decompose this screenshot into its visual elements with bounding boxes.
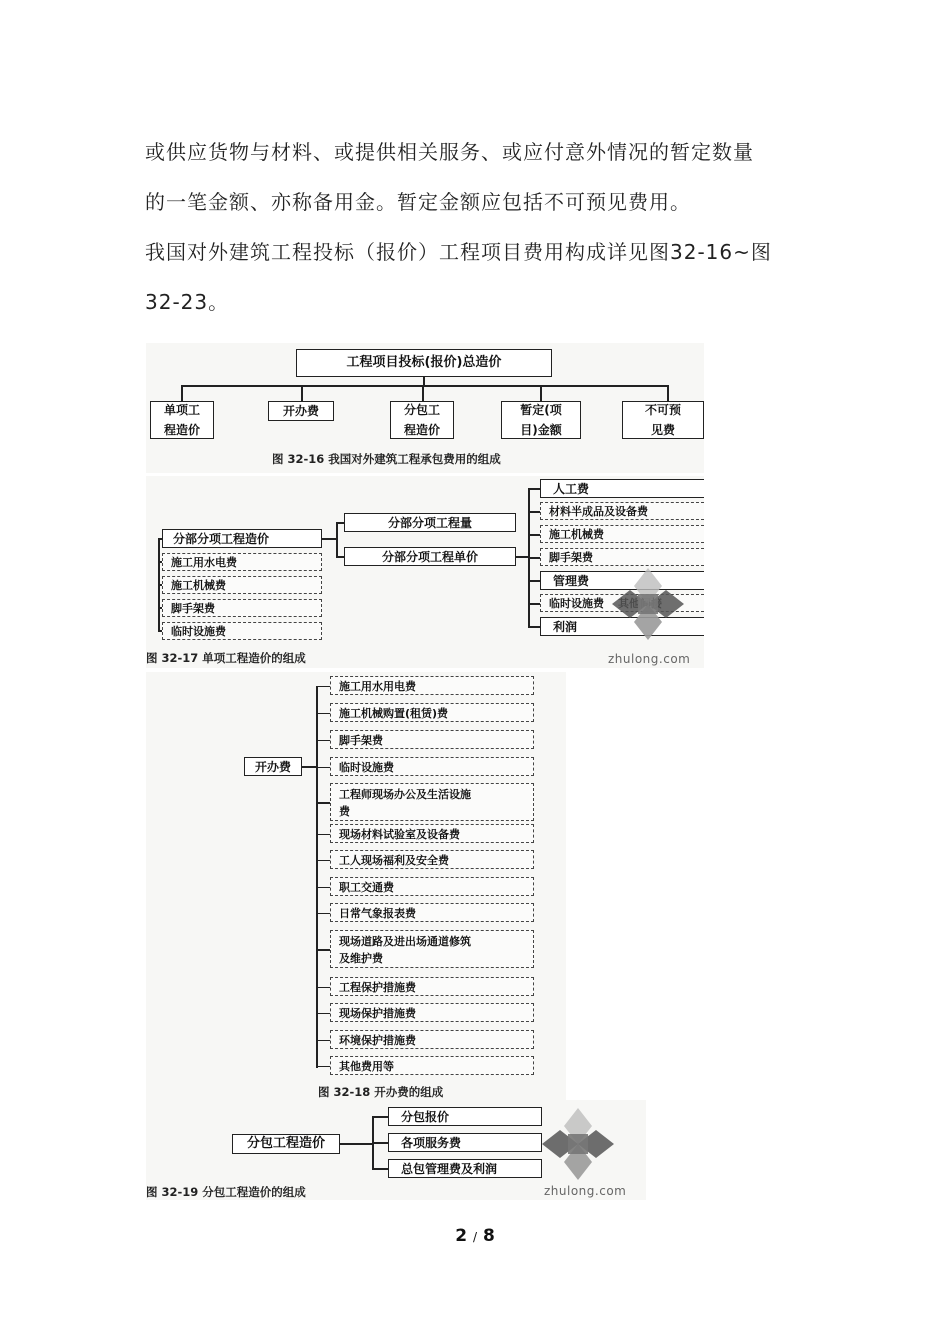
fig17-left-1-label: 施工用水电费: [171, 555, 237, 569]
fig18-item-5: [330, 824, 534, 843]
body-paragraph-line-2: 的一笔金额、亦称备用金。暂定金额应包括不可预见费用。: [145, 190, 691, 214]
fig18-item-13: [330, 1056, 534, 1075]
fig18-item-12-line-0: 环境保护措施费: [339, 1034, 416, 1047]
fig18-item-9-line-0: 现场道路及进出场通道修筑: [339, 935, 471, 948]
fig19-item-1: [388, 1133, 542, 1152]
figure-32-17: [146, 476, 704, 668]
page-number: [0, 1226, 950, 1246]
fig19-item-2-label: 总包管理费及利润: [401, 1161, 498, 1176]
fig17-left-1: [162, 553, 322, 571]
zhulong-watermark-logo-icon: [598, 564, 698, 644]
figure-32-16: [146, 343, 704, 473]
fig17-right-3-label: 脚手架费: [549, 550, 593, 564]
fig17-watermark-text: zhulong.com: [608, 652, 691, 666]
fig18-item-0: [330, 676, 534, 695]
fig17-left-4: [162, 622, 322, 640]
fig18-item-2-line-0: 脚手架费: [339, 734, 383, 747]
fig16-child-4-l2: 见费: [650, 423, 675, 437]
fig19-item-0-label: 分包报价: [401, 1109, 450, 1124]
fig16-child-2-l1: 分包工: [403, 403, 440, 417]
fig18-item-4: [330, 783, 534, 821]
fig19-item-1-label: 各项服务费: [401, 1135, 462, 1150]
fig16-child-3-l1: 暂定(项: [520, 403, 562, 417]
fig18-item-11-line-0: 现场保护措施费: [339, 1007, 416, 1020]
page-current: 2: [455, 1226, 468, 1246]
fig17-right-6-label: 利润: [553, 619, 578, 634]
body-paragraph-line-3: 我国对外建筑工程投标（报价）工程项目费用构成详见图32-16~图: [145, 240, 772, 264]
fig19-root-box: [232, 1134, 340, 1154]
fig18-item-6: [330, 850, 534, 869]
fig16-child-2-l2: 程造价: [403, 423, 440, 437]
figure-32-19: [146, 1100, 646, 1200]
fig18-item-1: [330, 703, 534, 722]
fig18-item-7: [330, 877, 534, 896]
fig19-item-2: [388, 1159, 542, 1178]
fig16-root-box: [296, 349, 552, 377]
fig17-right-2: [540, 525, 704, 543]
fig18-item-3: [330, 757, 534, 776]
figure-32-18: [146, 672, 566, 1102]
fig16-caption: 图 32-16 我国对外建筑工程承包费用的组成: [272, 452, 501, 466]
fig18-item-1-line-0: 施工机械购置(租赁)费: [339, 707, 449, 720]
fig16-root-label: 工程项目投标(报价)总造价: [346, 355, 502, 370]
fig17-left-4-label: 临时设施费: [171, 624, 226, 638]
fig17-mid-0: [344, 513, 516, 532]
fig16-child-0-l2: 程造价: [163, 423, 200, 437]
fig17-mid-1: [344, 547, 516, 566]
fig18-item-8: [330, 903, 534, 922]
fig19-root-label: 分包工程造价: [246, 1136, 325, 1151]
page-separator: /: [472, 1230, 478, 1244]
fig17-right-1: [540, 502, 704, 520]
fig19-watermark-text: zhulong.com: [544, 1184, 627, 1198]
fig17-right-2-label: 施工机械费: [549, 527, 604, 541]
page-total: 8: [482, 1226, 495, 1246]
fig18-item-5-line-0: 现场材料试验室及设备费: [339, 828, 460, 841]
fig17-mid-1-label: 分部分项工程单价: [381, 549, 478, 564]
fig18-item-2: [330, 730, 534, 749]
fig18-item-11: [330, 1003, 534, 1022]
fig16-child-0-l1: 单项工: [163, 403, 200, 417]
fig17-right-1-label: 材料半成品及设备费: [549, 504, 648, 518]
fig17-left-0: [162, 529, 322, 548]
fig18-item-3-line-0: 临时设施费: [339, 761, 394, 774]
zhulong-watermark-logo-icon-2: [528, 1104, 628, 1184]
fig18-item-10: [330, 977, 534, 996]
fig17-left-0-label: 分部分项工程造价: [173, 531, 270, 546]
fig17-left-3: [162, 599, 322, 617]
fig17-right-0-label: 人工费: [553, 481, 590, 496]
fig17-left-3-label: 脚手架费: [171, 601, 215, 615]
fig16-child-0: [150, 401, 214, 439]
fig18-root-label: 开办费: [254, 759, 291, 774]
fig18-item-4-line-1: 费: [339, 805, 350, 818]
fig17-left-2: [162, 576, 322, 594]
body-paragraph-line-4: 32-23。: [145, 290, 230, 314]
fig17-right-0: [540, 479, 704, 498]
fig18-item-7-line-0: 职工交通费: [339, 881, 394, 894]
fig16-child-3: [501, 401, 581, 439]
fig16-child-3-l2: 目)金额: [520, 423, 562, 437]
fig18-item-8-line-0: 日常气象报表费: [339, 907, 416, 920]
fig18-item-12: [330, 1030, 534, 1049]
fig16-child-1-l1: 开办费: [282, 404, 319, 418]
fig17-right-5-label: 临时设施费: [549, 596, 604, 610]
fig18-item-0-line-0: 施工用水用电费: [339, 680, 416, 693]
fig18-item-9: [330, 930, 534, 968]
fig18-item-10-line-0: 工程保护措施费: [339, 981, 416, 994]
fig18-item-4-line-0: 工程师现场办公及生活设施: [339, 788, 471, 801]
fig17-mid-0-label: 分部分项工程量: [387, 515, 472, 530]
fig17-caption: 图 32-17 单项工程造价的组成: [146, 651, 306, 665]
fig16-child-4-l1: 不可预: [644, 403, 681, 417]
fig16-child-4: [622, 401, 704, 439]
fig16-child-2: [390, 401, 454, 439]
body-paragraph-line-1: 或供应货物与材料、或提供相关服务、或应付意外情况的暂定数量: [145, 140, 754, 164]
fig18-root-box: [244, 757, 302, 776]
fig18-item-13-line-0: 其他费用等: [339, 1060, 394, 1073]
fig19-caption: 图 32-19 分包工程造价的组成: [146, 1185, 306, 1199]
fig18-item-6-line-0: 工人现场福利及安全费: [339, 854, 449, 867]
fig19-item-0: [388, 1107, 542, 1126]
fig18-item-9-line-1: 及维护费: [339, 952, 383, 965]
fig18-caption: 图 32-18 开办费的组成: [318, 1085, 444, 1099]
fig17-right-4-label: 管理费: [553, 573, 590, 588]
fig17-left-2-label: 施工机械费: [171, 578, 226, 592]
fig16-child-1: [268, 401, 334, 421]
